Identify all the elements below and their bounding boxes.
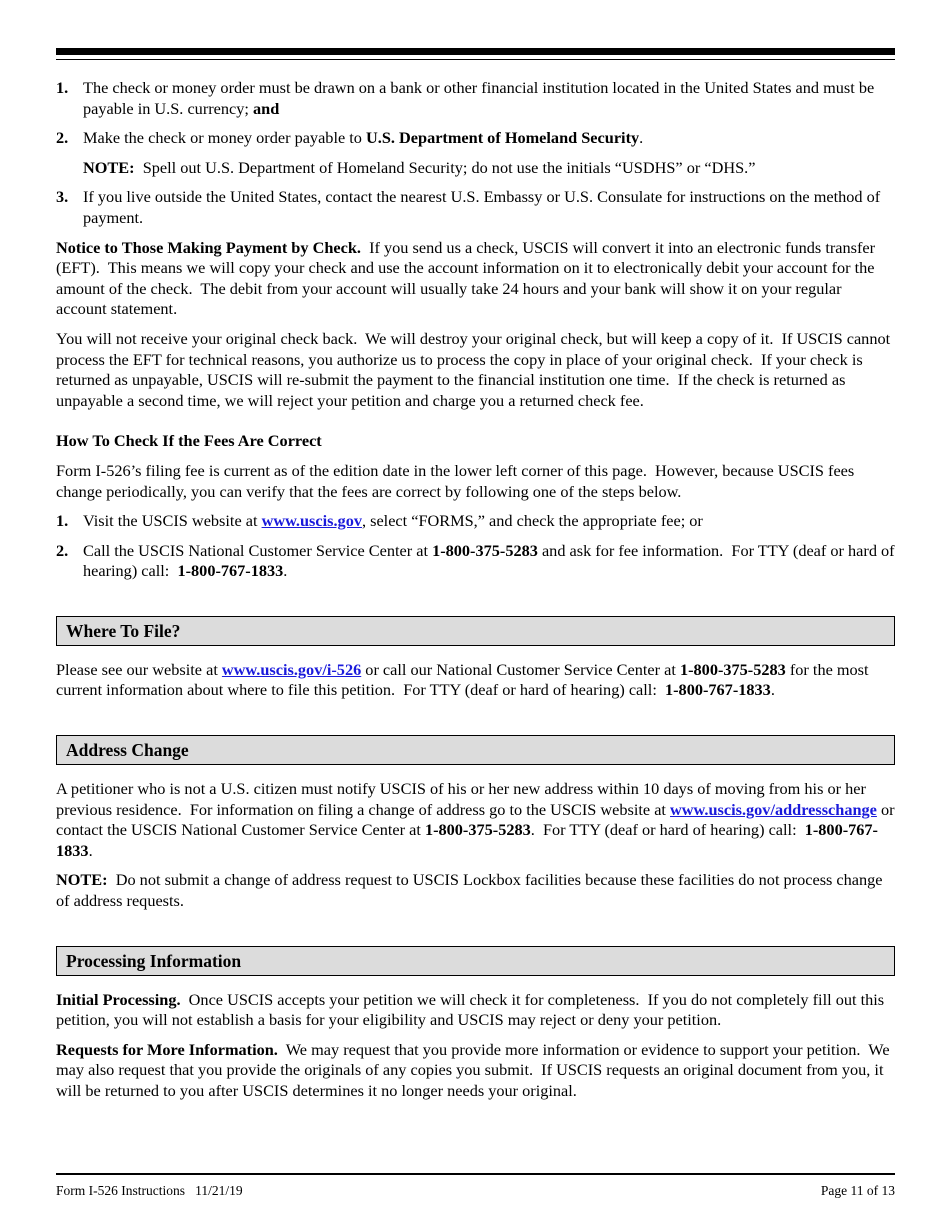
payment-item-2-text: Make the check or money order payable to U.S. Department of Homeland Security. bbox=[83, 128, 644, 148]
uscis-website-link[interactable]: www.uscis.gov bbox=[261, 511, 362, 531]
payment-item-1-text: The check or money order must be drawn on a bank or other financial institution located in the United States and must be payable in U.S. currency; and bbox=[83, 78, 875, 118]
footer-rule bbox=[56, 1173, 895, 1175]
payment-item-3 bbox=[56, 187, 895, 228]
initial-processing-paragraph: Initial Processing. Once USCIS accepts your petition we will check it for completeness. If you do not completely fill out this petition, you will not establish a basis for your eligibility and USCIS may reject or deny your petition. bbox=[56, 989, 889, 1030]
i526-link[interactable]: www.uscis.gov/i-526 bbox=[221, 659, 362, 679]
note-dhs bbox=[56, 158, 895, 179]
check-return-paragraph: You will not receive your original check back. We will destroy your original check, but will keep a copy of it. If USCIS cannot process the EFT for technical reasons, you authorize us to process the copy in place of your original check. If your check is returned as unpayable, USCIS will re-submit the payment to the financial institution one time. If the check is returned as unpayable a second time, we will reject your petition and charge you a returned check fee. bbox=[56, 328, 895, 410]
note-text: Spell out U.S. Department of Homeland Security; do not use the initials “USDHS” or “DHS.” bbox=[134, 157, 756, 177]
fees-intro: Form I-526’s filing fee is current as of the edition date in the lower left corner of this page. However, because USCIS fees change periodically, you can verify that the fees are correct by following one of the steps below. bbox=[56, 460, 859, 501]
payment-item-2 bbox=[56, 128, 895, 149]
address-change-header: Address Change bbox=[56, 735, 895, 765]
payment-item-3-text: If you live outside the United States, contact the nearest U.S. Embassy or U.S. Consulate for instructions on the method of payment. bbox=[83, 187, 881, 227]
check-notice-paragraph bbox=[56, 238, 895, 320]
top-rule-thin bbox=[56, 59, 895, 60]
tty-phone: 1-800-767-1833 bbox=[177, 561, 284, 581]
fees-item-2 bbox=[56, 540, 899, 582]
fees-heading: How To Check If the Fees Are Correct bbox=[56, 431, 322, 451]
addresschange-link[interactable]: www.uscis.gov/addresschange bbox=[670, 799, 877, 819]
payment-item-3-number: 3. bbox=[56, 187, 69, 207]
address-change-paragraph: A petitioner who is not a U.S. citizen must notify USCIS of his or her new address within 10 days of moving from his or her previous residence. For information on filing a change of address go to the USCIS website at www.uscis.gov/addresschange or contact the USCIS National Customer Service Center at 1-800-375-5283. For TTY (deaf or hard of hearing) call: 1-800-767-1833. bbox=[56, 779, 899, 860]
processing-header: Processing Information bbox=[56, 946, 895, 976]
footer-form-id: Form I-526 Instructions 11/21/19 bbox=[56, 1183, 243, 1198]
fees-item-2-number: 2. bbox=[56, 540, 69, 560]
payment-item-1 bbox=[56, 78, 895, 119]
check-notice-text: If you send us a check, USCIS will convert it into an electronic funds transfer (EFT). This means we will copy your check and use the account information on it to electronically debit your account for the amount of the check. The debit from your account will usually take 24 hours and your bank will show it on your regular account statement. bbox=[56, 237, 880, 319]
payment-item-1-number: 1. bbox=[56, 78, 69, 97]
top-rule-thick bbox=[56, 48, 895, 55]
fees-item-1-text: Visit the USCIS website at www.uscis.gov, select “FORMS,” and check the appropriate fee; or bbox=[83, 511, 703, 531]
footer bbox=[56, 1183, 895, 1199]
footer-page-number: Page 11 of 13 bbox=[820, 1183, 895, 1198]
fees-item-1 bbox=[56, 511, 895, 532]
payment-item-2-number: 2. bbox=[56, 128, 69, 148]
check-notice-title: Notice to Those Making Payment by Check. bbox=[56, 237, 361, 257]
where-to-file-paragraph: Please see our website at www.uscis.gov/i-526 or call our National Customer Service Center at 1-800-375-5283 for the most current information about where to file this petition. For TTY (deaf or hard of hearing) call: 1-800-767-1833. bbox=[56, 659, 873, 700]
requests-paragraph: Requests for More Information. We may request that you provide more information or evidence to support your petition. We may also request that you provide the originals of any copies you submit. If USCIS requests an original document from you, it will be returned to you after USCIS determines it no longer needs your original. bbox=[56, 1039, 894, 1100]
note-label: NOTE: bbox=[83, 157, 135, 177]
fees-item-1-number: 1. bbox=[56, 511, 69, 531]
fees-item-2-text: Call the USCIS National Customer Service Center at 1-800-375-5283 and ask for fee information. For TTY (deaf or hard of hearing) call: 1-800-767-1833. bbox=[83, 540, 899, 581]
ncsc-phone: 1-800-375-5283 bbox=[432, 540, 538, 560]
address-change-note: NOTE: Do not submit a change of address request to USCIS Lockbox facilities because these facilities do not process change of address requests. bbox=[56, 870, 887, 911]
page-content bbox=[56, 78, 899, 1111]
where-to-file-header: Where To File? bbox=[56, 616, 895, 646]
